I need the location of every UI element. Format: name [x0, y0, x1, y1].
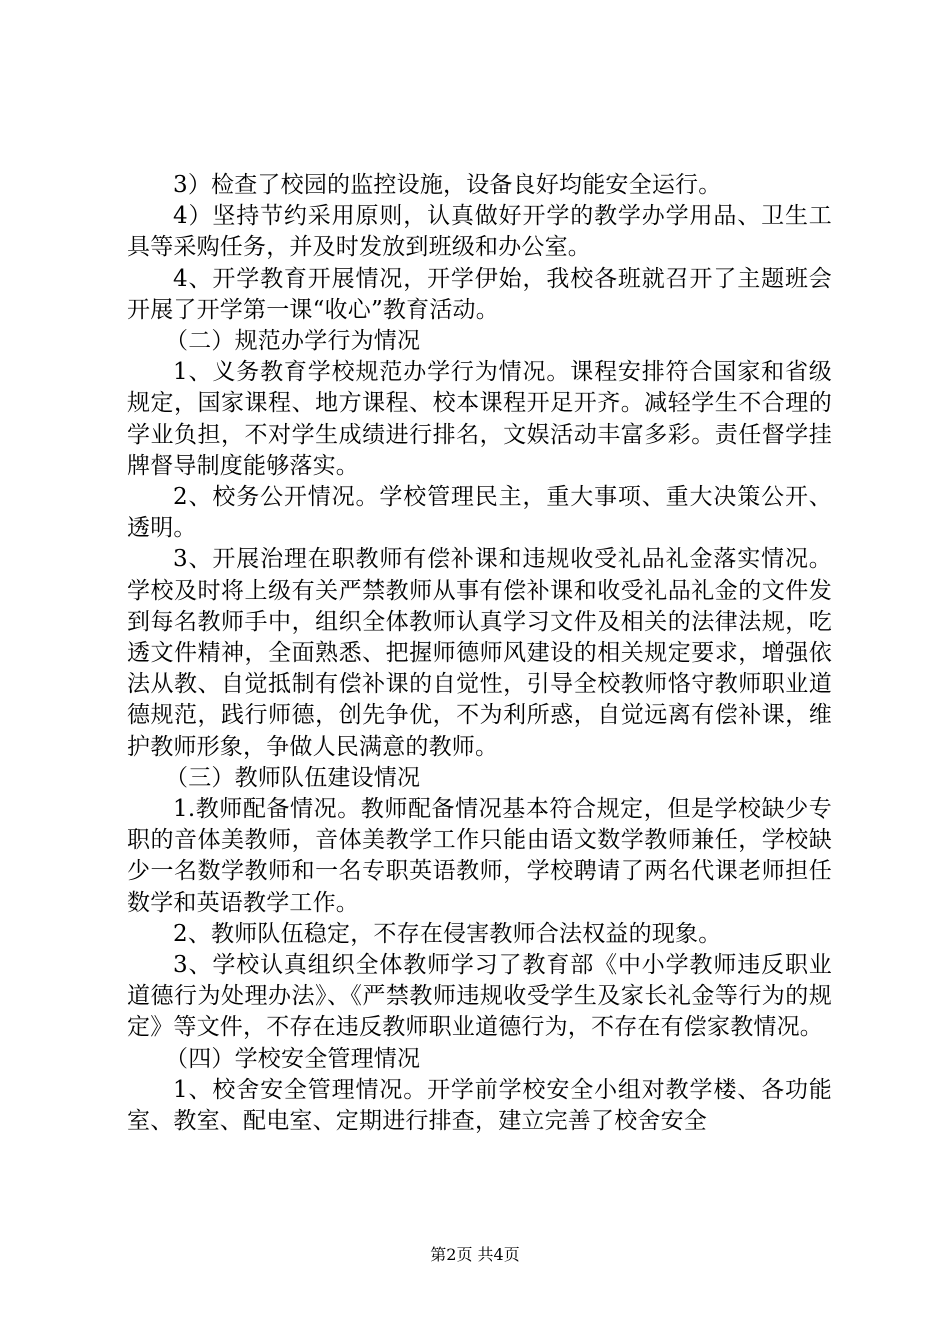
page-number-footer: 第2页 共4页 [430, 1245, 520, 1264]
section-heading-safety: （四）学校安全管理情况 [165, 1045, 421, 1072]
document-body [127, 170, 832, 1137]
paragraph-teacher-staffing: 1.教师配备情况。教师配备情况基本符合规定，但是学校缺少专职的音体美教师，音体美教学工作只能由语文数学教师兼任，学校缺少一名数学教师和一名专职英语教师，学校聘请了两名代课老师担任数学和英语教学工作。 [127, 796, 832, 916]
paragraph-teacher-stability: 2、教师队伍稳定，不存在侵害教师合法权益的现象。 [173, 920, 722, 947]
paragraph-compulsory-education: 1、义务教育学校规范办学行为情况。课程安排符合国家和省级规定，国家课程、地方课程、校本课程开足开齐。减轻学生不合理的学业负担，不对学生成绩进行排名，文娱活动丰富多彩。责任督学挂牌督导制度能够落实。 [127, 359, 832, 479]
paragraph-procurement: 4）坚持节约采用原则，认真做好开学的教学办学用品、卫生工具等采购任务，并及时发放到班级和办公室。 [127, 203, 832, 261]
paragraph-building-safety: 1、校舍安全管理情况。开学前学校安全小组对教学楼、各功能室、教室、配电室、定期进行排查，建立完善了校舍安全 [127, 1076, 832, 1135]
section-heading-standard-practice: （二）规范办学行为情况 [165, 328, 421, 355]
section-heading-teacher-team: （三）教师队伍建设情况 [165, 764, 421, 791]
paragraph-monitoring: 3）检查了校园的监控设施，设备良好均能安全运行。 [173, 172, 722, 198]
paragraph-paid-tutoring: 3、开展治理在职教师有偿补课和违规收受礼品礼金落实情况。学校及时将上级有关严禁教师从事有偿补课和收受礼品礼金的文件发到每名教师手中，组织全体教师认真学习文件及相关的法律法规，吃透文件精神，全面熟悉、把握师德师风建设的相关规定要求，增强依法从教、自觉抵制有偿补课的自觉性，引导全校教师恪守教师职业道德规范，践行师德，创先争优，不为利所惑，自觉远离有偿补课，维护教师形象，争做人民满意的教师。 [127, 546, 832, 760]
paragraph-school-affairs: 2、校务公开情况。学校管理民主，重大事项、重大决策公开、透明。 [127, 484, 832, 542]
paragraph-teacher-ethics: 3、学校认真组织全体教师学习了教育部《中小学教师违反职业道德行为处理办法》、《严禁教师违规收受学生及家长礼金等行为的规定》等文件，不存在违反教师职业道德行为，不存在有偿家教情况。 [127, 952, 832, 1041]
paragraph-opening-education: 4、开学教育开展情况，开学伊始，我校各班就召开了主题班会开展了开学第一课“收心”教育活动。 [127, 265, 832, 323]
